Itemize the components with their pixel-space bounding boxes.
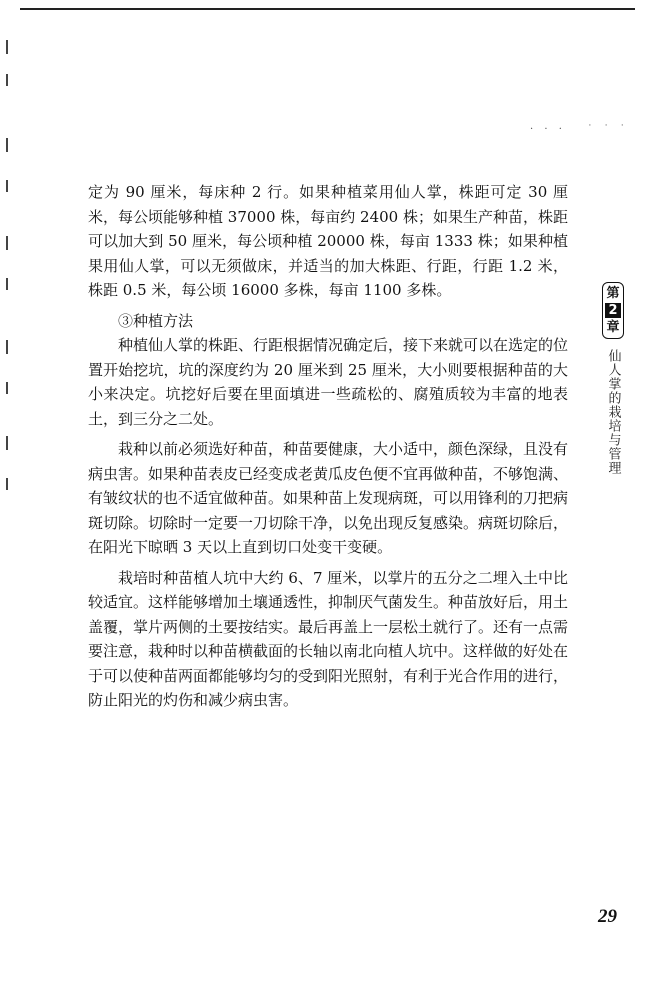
header-rule bbox=[20, 8, 635, 10]
paragraph: 栽种以前必须选好种苗，种苗要健康，大小适中，颜色深绿，且没有病虫害。如果种苗表皮已经变成老黄瓜皮色便不宜再做种苗，不够饱满、有皱纹状的也不适宜做种苗。如果种苗上发现病斑，可以用锋利的刀把病斑切除。切除时一定要一刀切除干净，以免出现反复感染。病斑切除后，在阳光下晾晒 3 天以上直到切口处变干变硬。 bbox=[88, 440, 569, 556]
chapter-prefix: 第 bbox=[606, 286, 620, 301]
page-body bbox=[88, 180, 568, 713]
page-number: 29 bbox=[598, 906, 617, 927]
chapter-suffix: 章 bbox=[606, 320, 620, 335]
paragraph-continuation: 定为 90 厘米，每床种 2 行。如果种植菜用仙人掌，株距可定 30 厘米，每公顷能够种植 37000 株，每亩约 2400 株；如果生产种苗，株距可以加大到 50 厘米，每公顷种植 20000 株，每亩 1333 株；如果种植果用仙人掌，可以无须做床，并适当的加大株距、行距，行距 1.2 米，株距 0.5 米，每公顷 16000 多株，每亩 1100 多株。 bbox=[88, 183, 568, 299]
left-margin-marks bbox=[6, 40, 10, 500]
paragraph: 种植仙人掌的株距、行距根据情况确定后，接下来就可以在选定的位置开始挖坑，坑的深度约为 20 厘米到 25 厘米，大小则要根据种苗的大小来决定。坑挖好后要在里面填进一些疏松的、腐殖质较为丰富的地表土，到三分之二处。 bbox=[88, 336, 569, 428]
chapter-side-tab bbox=[600, 282, 626, 475]
chapter-number: 2 bbox=[605, 303, 621, 318]
scan-dots: · · · ˙ ˙ ˙ bbox=[530, 124, 629, 135]
chapter-badge bbox=[602, 282, 624, 339]
chapter-title: 仙人掌的栽培与管理 bbox=[605, 349, 621, 475]
section-heading: ③种植方法 bbox=[118, 311, 194, 330]
paragraph: 栽培时种苗植人坑中大约 6、7 厘米，以掌片的五分之二埋入土中比较适宜。这样能够增加土壤通透性，抑制厌气菌发生。种苗放好后，用土盖覆，掌片两侧的土要按结实。最后再盖上一层松土就行了。还有一点需要注意，栽种时以种苗横截面的长轴以南北向植人坑中。这样做的好处在于可以使种苗两面都能够均匀的受到阳光照射，有利于光合作用的进行，防止阳光的灼伤和减少病虫害。 bbox=[88, 568, 569, 709]
